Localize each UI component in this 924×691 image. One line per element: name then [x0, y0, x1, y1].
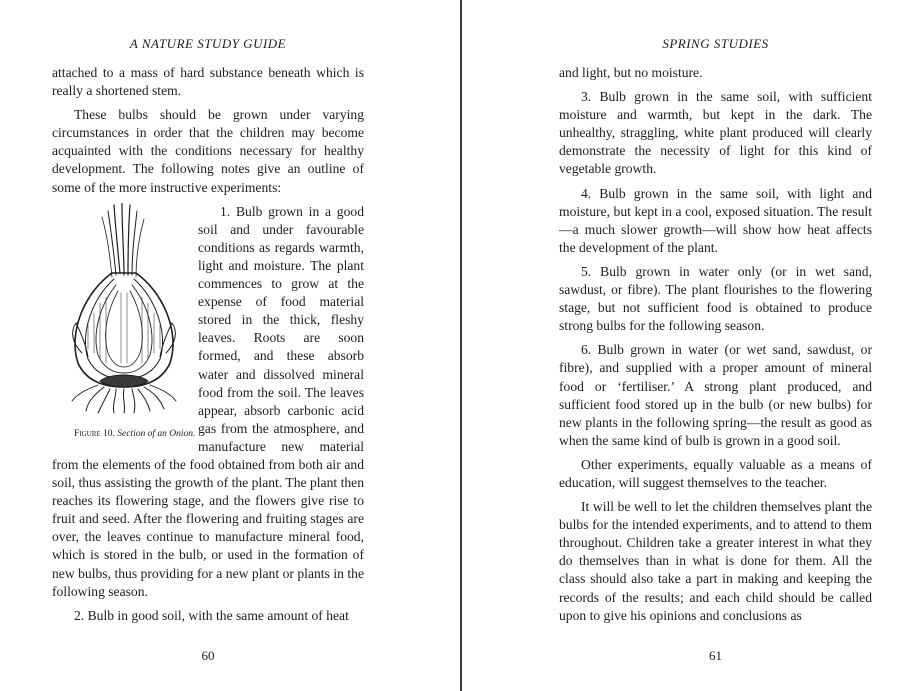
figure-title: Section of an Onion.: [117, 428, 196, 439]
left-body-text: [52, 64, 364, 631]
left-paragraph-2: These bulbs should be grown under varying circumstances in order that the children may become acquainted with the conditions necessary for healthy development. The following notes give an outline of some of the more instructive experiments:: [52, 107, 364, 195]
right-page: [559, 0, 872, 691]
left-page: [52, 0, 364, 691]
right-paragraph-1: and light, but no moisture.: [559, 65, 703, 80]
left-paragraph-1: attached to a mass of hard substance beneath which is really a shortened stem.: [52, 65, 364, 99]
page-gutter-divider: [460, 0, 462, 691]
onion-figure: [52, 203, 194, 443]
right-paragraph-3: 4. Bulb grown in the same soil, with light and moisture, but kept in a cool, exposed situation. The result—a much slower growth—will show how heat affects the development of the plant.: [559, 185, 872, 255]
left-paragraph-4: 2. Bulb in good soil, with the same amount of heat: [74, 607, 349, 623]
right-paragraph-5: 6. Bulb grown in water (or wet sand, sawdust, or fibre), and supplied with a proper amount of mineral food or ‘fertiliser.’ A strong plant produced, and sufficient food stored up in the bulb (or new bulbs) for new plants in the following spring—the result as good as when the same kind of bulb is grown in a good soil.: [559, 342, 872, 448]
right-paragraph-4: 5. Bulb grown in water only (or in wet sand, sawdust, or fibre). The plant flourishes to the flowering stage, but not sufficient food is obtained to produce strong bulbs for the following season.: [559, 263, 872, 334]
left-paragraph-3-text: 1. Bulb grown in a good soil and under favourable conditions as regards warmth, light and moisture. The plant commences to grow at the expense of food material stored in the thick, fleshy leaves. Roots are soon formed, and these absorb water and dissolved mineral food from the soil. The leaves appear, absorb carbonic acid gas from the atmosphere, and manufacture new material from the elements of the food obtained from both air and soil, thus assisting the growth of the plant. The plant then reaches its flowering stage, and the flowers give rise to fruit and seed. After the flowering and fruiting stages are over, the leaves continue to manufacture mineral food, which is stored in the bulb, or used in the formation of new bulbs, thus providing for a new plant or plants in the following season.: [52, 203, 364, 599]
right-paragraph-2: 3. Bulb grown in the same soil, with sufficient moisture and warmth, but kept in the dark. The unhealthy, straggling, white plant produced will clearly demonstrate the necessity of light for this kind of vegetable growth.: [559, 89, 872, 177]
onion-section-illustration: [64, 203, 184, 415]
right-body-text: [559, 64, 872, 631]
left-paragraph-3: [52, 203, 364, 601]
left-page-number: 60: [201, 648, 215, 663]
right-running-head: SPRING STUDIES: [662, 36, 769, 51]
right-paragraph-7: It will be well to let the children themselves plant the bulbs for the intended experiments, and to attend to them throughout. Children take a greater interest in what they do themselves than in what is done for them. All the class should also take a part in making and keeping the records of the results; and each child should be called upon to give his opinions and conclusions as: [559, 499, 872, 623]
right-paragraph-6: Other experiments, equally valuable as a means of education, will suggest themselves to the teacher.: [559, 456, 872, 490]
left-running-head: A NATURE STUDY GUIDE: [129, 36, 287, 51]
figure-label: Figure 10.: [74, 428, 115, 439]
right-page-number: 61: [709, 648, 722, 663]
figure-caption: [52, 425, 194, 443]
